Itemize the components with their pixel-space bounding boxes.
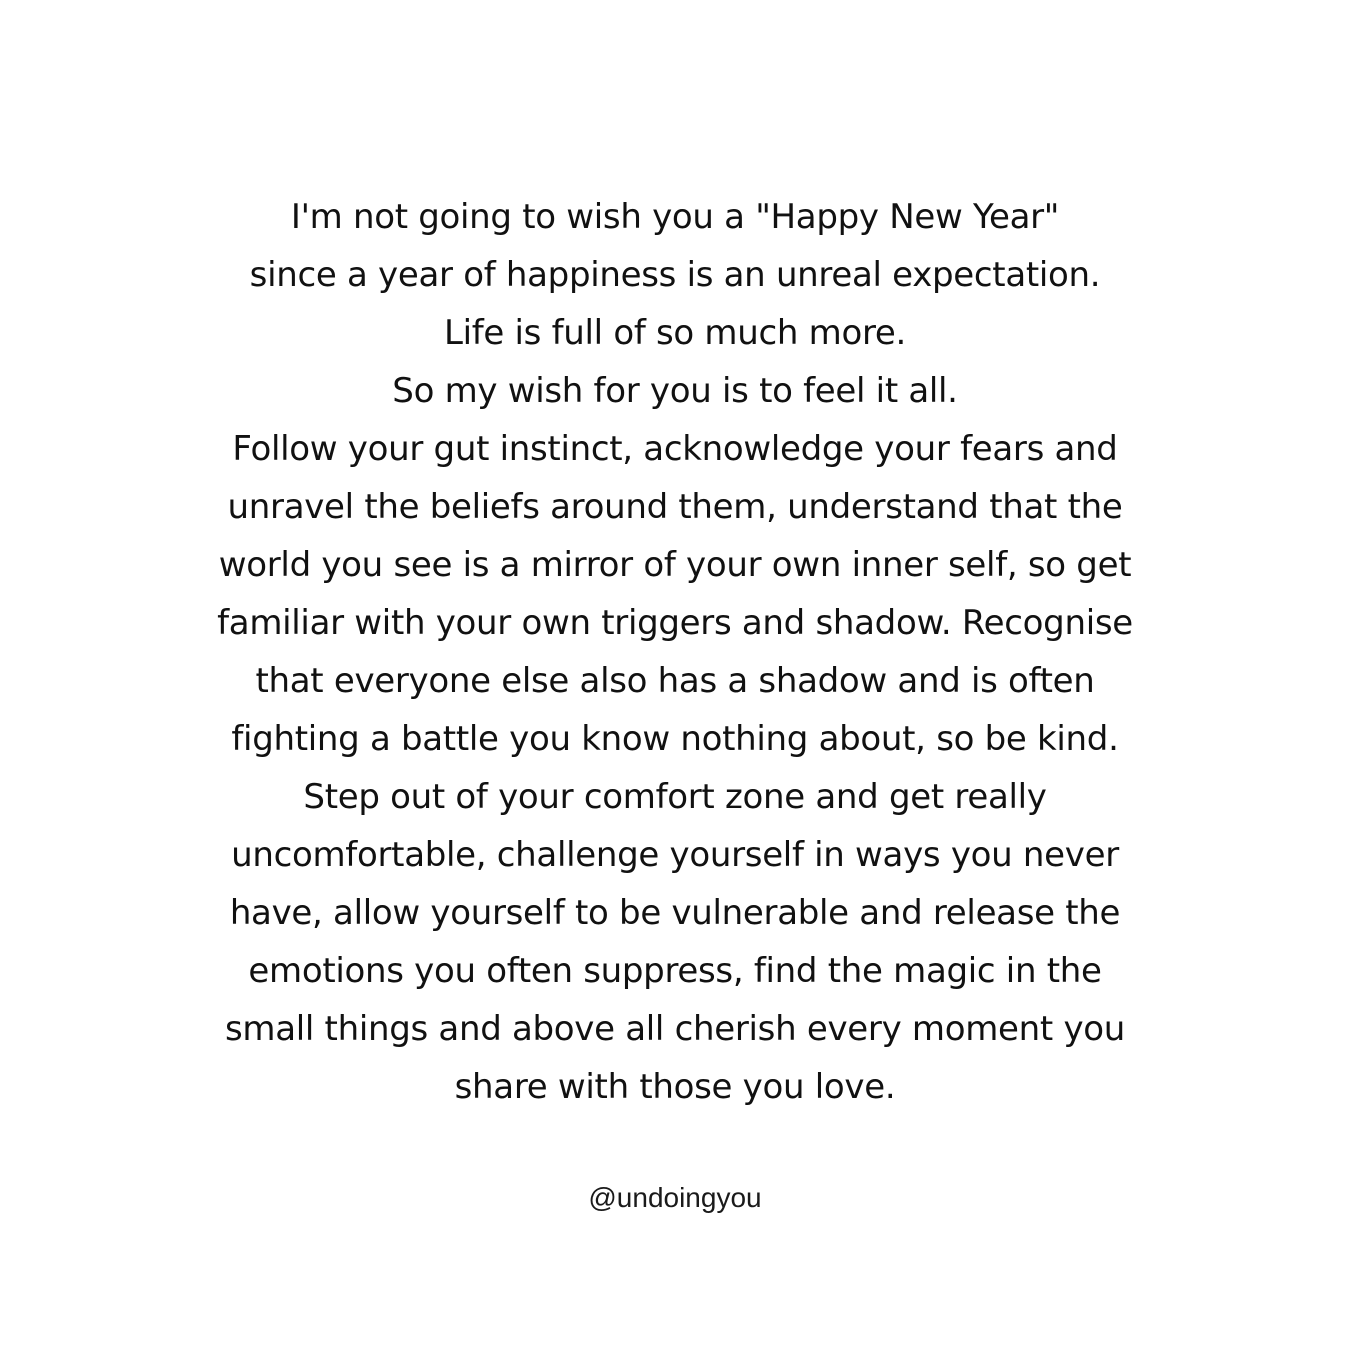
quote-line: that everyone else also has a shadow and is often: [255, 661, 1095, 701]
quote-line: share with those you love.: [454, 1067, 896, 1107]
quote-line: So my wish for you is to feel it all.: [392, 371, 958, 411]
quote-line: uncomfortable, challenge yourself in ways you never: [231, 835, 1119, 875]
quote-line: I'm not going to wish you a "Happy New Year": [290, 197, 1060, 237]
quote-text: [0, 188, 1350, 1116]
quote-line: since a year of happiness is an unreal expectation.: [249, 255, 1101, 295]
quote-line: Follow your gut instinct, acknowledge your fears and: [232, 429, 1118, 469]
quote-line: small things and above all cherish every moment you: [224, 1009, 1126, 1049]
quote-line: Step out of your comfort zone and get really: [303, 777, 1047, 817]
quote-line: familiar with your own triggers and shadow. Recognise: [217, 603, 1133, 643]
quote-line: fighting a battle you know nothing about, so be kind.: [231, 719, 1119, 759]
author-handle: @undoingyou: [588, 1182, 762, 1213]
quote-line: emotions you often suppress, find the magic in the: [248, 951, 1102, 991]
quote-line: world you see is a mirror of your own inner self, so get: [218, 545, 1132, 585]
quote-line: have, allow yourself to be vulnerable and release the: [229, 893, 1121, 933]
quote-line: unravel the beliefs around them, understand that the: [227, 487, 1123, 527]
quote-line: Life is full of so much more.: [443, 313, 907, 353]
